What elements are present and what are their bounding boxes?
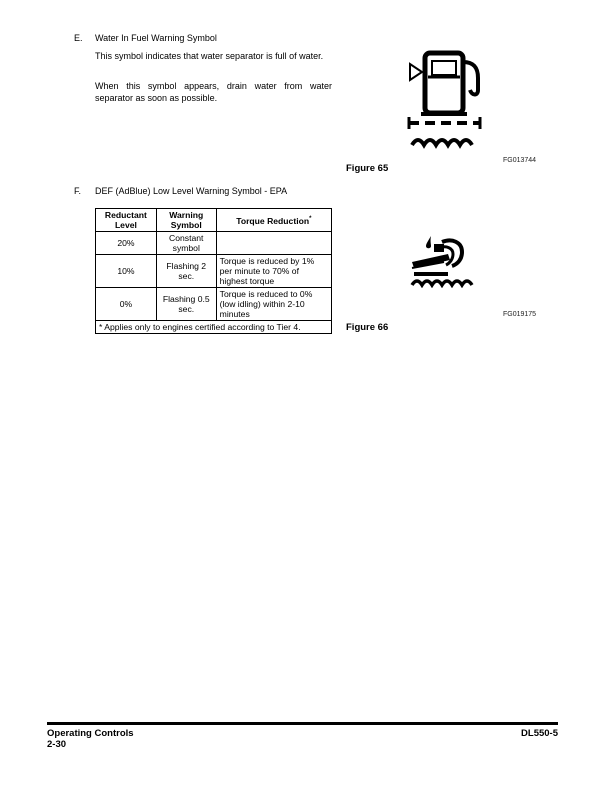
- footer-model: DL550-5: [521, 728, 558, 739]
- table-row: [96, 255, 332, 288]
- header-torque-reduction: [216, 209, 331, 232]
- header-footnote-mark: *: [309, 216, 312, 223]
- water-in-fuel-icon: [402, 50, 492, 150]
- figure-65-code: FG013744: [503, 157, 537, 164]
- footer-rule: [47, 722, 558, 725]
- section-e-title: Water In Fuel Warning Symbol: [95, 33, 217, 43]
- cell-level: 10%: [96, 255, 157, 288]
- cell-level: 20%: [96, 232, 157, 255]
- cell-level: 0%: [96, 288, 157, 321]
- header-torque-reduction-text: Torque Reduction: [236, 215, 310, 226]
- cell-symbol: Flashing 0.5 sec.: [156, 288, 216, 321]
- cell-torque: [216, 232, 331, 255]
- footer-section: Operating Controls: [47, 728, 134, 739]
- section-e-paragraph-2: When this symbol appears, drain water from water separator as soon as possible.: [95, 81, 332, 103]
- section-f-letter: F.: [74, 186, 82, 196]
- header-warning-symbol: Warning Symbol: [156, 209, 216, 232]
- table-row: [96, 288, 332, 321]
- table-footnote-row: [96, 321, 332, 334]
- cell-torque: Torque is reduced to 0% (low idling) within 2-10 minutes: [216, 288, 331, 321]
- section-e-letter: E.: [74, 33, 83, 43]
- cell-torque: Torque is reduced by 1% per minute to 70% of highest torque: [216, 255, 331, 288]
- def-low-level-icon: [408, 232, 478, 288]
- footer-page-number: 2-30: [47, 739, 67, 750]
- table-header-row: [96, 209, 332, 232]
- cell-symbol: Constant symbol: [156, 232, 216, 255]
- cell-symbol: Flashing 2 sec.: [156, 255, 216, 288]
- torque-reduction-table: [95, 208, 332, 334]
- header-reductant-level: Reductant Level: [96, 209, 157, 232]
- section-e-paragraph-1: This symbol indicates that water separator is full of water.: [95, 51, 324, 61]
- table-footnote: * Applies only to engines certified according to Tier 4.: [96, 321, 332, 334]
- figure-66-code: FG019175: [503, 311, 537, 318]
- figure-66-label: Figure 66: [346, 322, 389, 333]
- section-f-title: DEF (AdBlue) Low Level Warning Symbol - EPA: [95, 186, 288, 196]
- table-row: [96, 232, 332, 255]
- figure-65-label: Figure 65: [346, 163, 389, 174]
